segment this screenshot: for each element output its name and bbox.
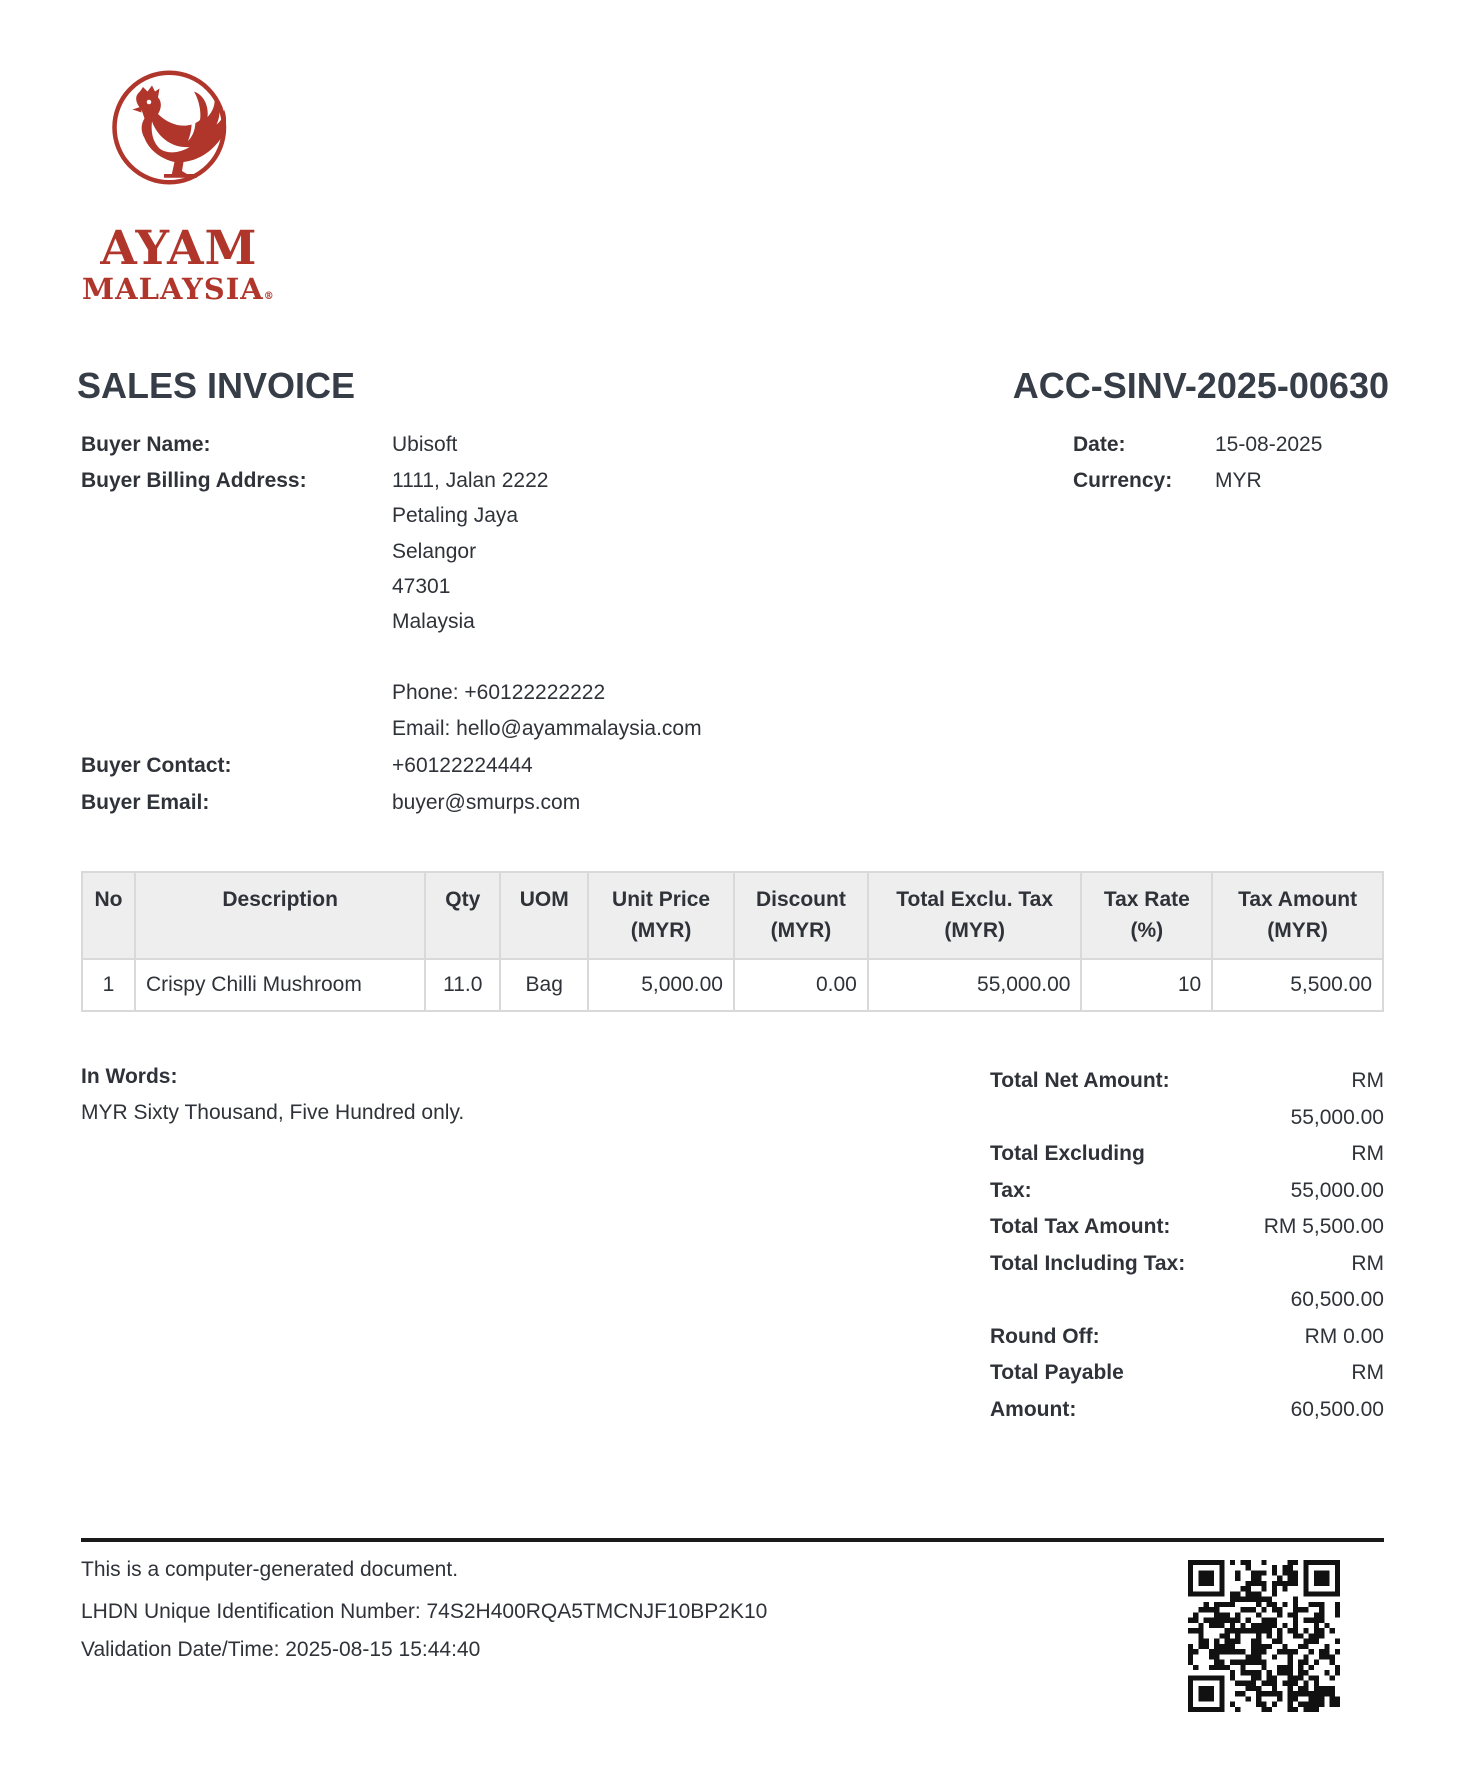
table-row [82, 959, 1383, 1011]
total-incl-value: RM 60,500.00 [1290, 1251, 1384, 1311]
total-payable-label: Total Payable Amount: [990, 1361, 1124, 1421]
buyer-email-label: Buyer Email: [81, 791, 210, 814]
table-header-row [82, 872, 1383, 959]
buyer-contact: +60122224444 [392, 754, 533, 777]
total-excl-row [990, 1136, 1384, 1209]
total-net-row [990, 1063, 1384, 1136]
col-header-total-excl: Total Exclu. Tax (MYR) [868, 872, 1082, 959]
total-payable-value: RM 60,500.00 [1290, 1361, 1384, 1421]
lhdn-uin: LHDN Unique Identification Number: 74S2H400RQA5TMCNJF10BP2K10 [81, 1600, 768, 1623]
footer-divider [81, 1538, 1384, 1542]
col-header-unit-price: Unit Price (MYR) [588, 872, 734, 959]
col-header-description: Description [135, 872, 425, 959]
company-logo-subname: MALAYSIA® [82, 272, 274, 306]
computer-generated-note: This is a computer-generated document. [81, 1558, 459, 1581]
round-off-row [990, 1319, 1384, 1356]
total-tax-row [990, 1209, 1384, 1246]
cell-discount: 0.00 [734, 959, 868, 1011]
company-logo-name: AYAM [100, 221, 258, 276]
total-payable-row [990, 1355, 1384, 1428]
buyer-address-line: Petaling Jaya [392, 504, 519, 527]
document-title: SALES INVOICE [77, 365, 356, 406]
total-net-label: Total Net Amount: [990, 1069, 1170, 1092]
col-header-qty: Qty [425, 872, 500, 959]
buyer-address-line: 1111, Jalan 2222 [392, 469, 549, 492]
round-off-label: Round Off: [990, 1324, 1100, 1348]
totals-block [990, 1063, 1384, 1428]
cell-qty: 11.0 [425, 959, 500, 1011]
total-tax-label: Total Tax Amount: [990, 1215, 1171, 1238]
total-incl-row [990, 1246, 1384, 1319]
company-phone: Phone: +60122222222 [392, 681, 606, 704]
invoice-number: ACC-SINV-2025-00630 [1012, 365, 1389, 406]
buyer-name-label: Buyer Name: [81, 433, 211, 456]
buyer-name: Ubisoft [392, 433, 458, 456]
col-header-no: No [82, 872, 135, 959]
invoice-date: 15-08-2025 [1215, 433, 1323, 456]
buyer-address-line: Selangor [392, 540, 477, 563]
validation-datetime: Validation Date/Time: 2025-08-15 15:44:40 [81, 1638, 481, 1661]
col-header-tax-amount: Tax Amount (MYR) [1212, 872, 1383, 959]
cell-description: Crispy Chilli Mushroom [135, 959, 425, 1011]
currency-value: MYR [1215, 469, 1262, 492]
round-off-value: RM 0.00 [1304, 1324, 1384, 1348]
in-words-label: In Words: [81, 1065, 178, 1088]
buyer-address-label: Buyer Billing Address: [81, 469, 307, 492]
col-header-discount: Discount (MYR) [734, 872, 868, 959]
total-excl-value: RM 55,000.00 [1290, 1142, 1384, 1202]
cell-tax-rate: 10 [1081, 959, 1212, 1011]
total-incl-label: Total Including Tax: [990, 1251, 1186, 1275]
validation-qr-code [1188, 1560, 1340, 1712]
col-header-tax-rate: Tax Rate (%) [1081, 872, 1212, 959]
cell-uom: Bag [500, 959, 588, 1011]
company-logo-emblem [79, 66, 279, 246]
cell-unit-price: 5,000.00 [588, 959, 734, 1011]
total-excl-label: Total Excluding Tax: [990, 1142, 1145, 1202]
col-header-uom: UOM [500, 872, 588, 959]
in-words-text: MYR Sixty Thousand, Five Hundred only. [81, 1101, 465, 1124]
total-tax-value: RM 5,500.00 [1263, 1215, 1384, 1238]
line-items-table [81, 871, 1384, 1012]
cell-tax-amount: 5,500.00 [1212, 959, 1383, 1011]
buyer-address-line: Malaysia [392, 610, 475, 633]
buyer-contact-label: Buyer Contact: [81, 754, 232, 777]
company-email: Email: hello@ayammalaysia.com [392, 717, 702, 740]
cell-no: 1 [82, 959, 135, 1011]
registered-mark: ® [263, 291, 274, 302]
date-label: Date: [1073, 433, 1126, 456]
total-net-value: RM 55,000.00 [1290, 1069, 1384, 1129]
buyer-address-line: 47301 [392, 575, 451, 598]
buyer-email: buyer@smurps.com [392, 791, 581, 814]
currency-label: Currency: [1073, 469, 1173, 492]
cell-total-excl: 55,000.00 [868, 959, 1082, 1011]
